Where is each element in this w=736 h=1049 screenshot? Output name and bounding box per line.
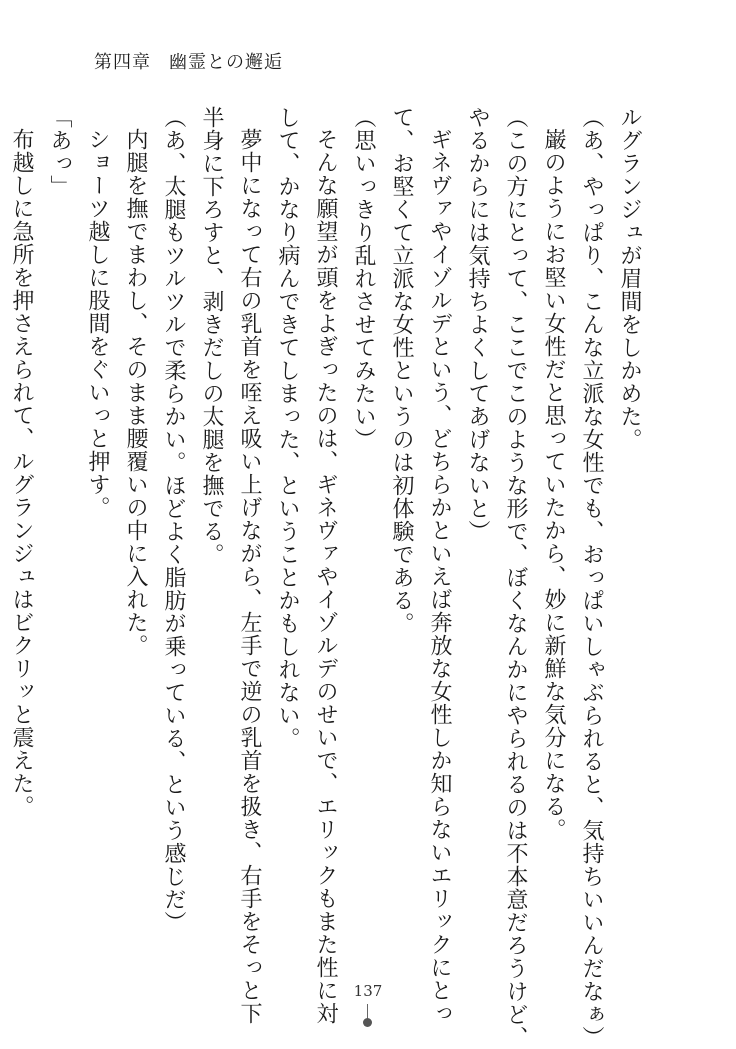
text-line: （思いっきり乱れさせてみたい） (351, 106, 376, 451)
text-line: 布越しに急所を押さえられて、ルグランジュはビクリッと震えた。 (9, 128, 34, 818)
text-line: 半身に下ろすと、剥きだしの太腿を撫でる。 (199, 106, 224, 566)
text-line: やるからには気持ちよくしてあげないと） (465, 106, 490, 543)
text-line: 巌のようにお堅い女性だと思っていたから、妙に新鮮な気分になる。 (541, 128, 566, 841)
text-line: ショーツ越しに股間をぐいっと押す。 (85, 128, 110, 519)
page-marker-dot (363, 1018, 372, 1027)
text-line: （この方にとって、ここでこのような形で、ぼくなんかにやられるのは不本意だろうけど、 (503, 106, 528, 1049)
chapter-title: 幽霊との邂逅 (169, 52, 283, 73)
text-line: そんな願望が頭をよぎったのは、ギネヴァやイゾルデのせいで、エリックもまた性に対 (313, 128, 338, 1025)
running-header (94, 48, 283, 74)
text-line: ギネヴァやイゾルデという、どちらかといえば奔放な女性しか知らないエリックにとっ (427, 128, 452, 1025)
text-line: して、かなり病んできてしまった、ということかもしれない。 (275, 106, 300, 750)
text-line: 夢中になって右の乳首を咥え吸い上げながら、左手で逆の乳首を扱き、右手をそっと下 (237, 128, 262, 1025)
page-marker-icon (366, 1004, 370, 1034)
text-line: ルグランジュが眉間をしかめた。 (617, 106, 642, 451)
chapter-number: 第四章 (94, 52, 151, 73)
text-line: 「あっ」 (47, 106, 72, 198)
text-line: 内腿を撫でまわし、そのまま腰覆いの中に入れた。 (123, 128, 148, 657)
text-line: （あ、太腿もツルツルで柔らかい。ほどよく脂肪が乗っている、という感じだ） (161, 106, 186, 934)
text-line: て、お堅くて立派な女性というのは初体験である。 (389, 106, 414, 635)
page-number: 137 (353, 982, 383, 1000)
text-line: （あ、やっぱり、こんな立派な女性でも、おっぱいしゃぶられると、気持ちいいんだなぁ） (579, 106, 604, 1049)
